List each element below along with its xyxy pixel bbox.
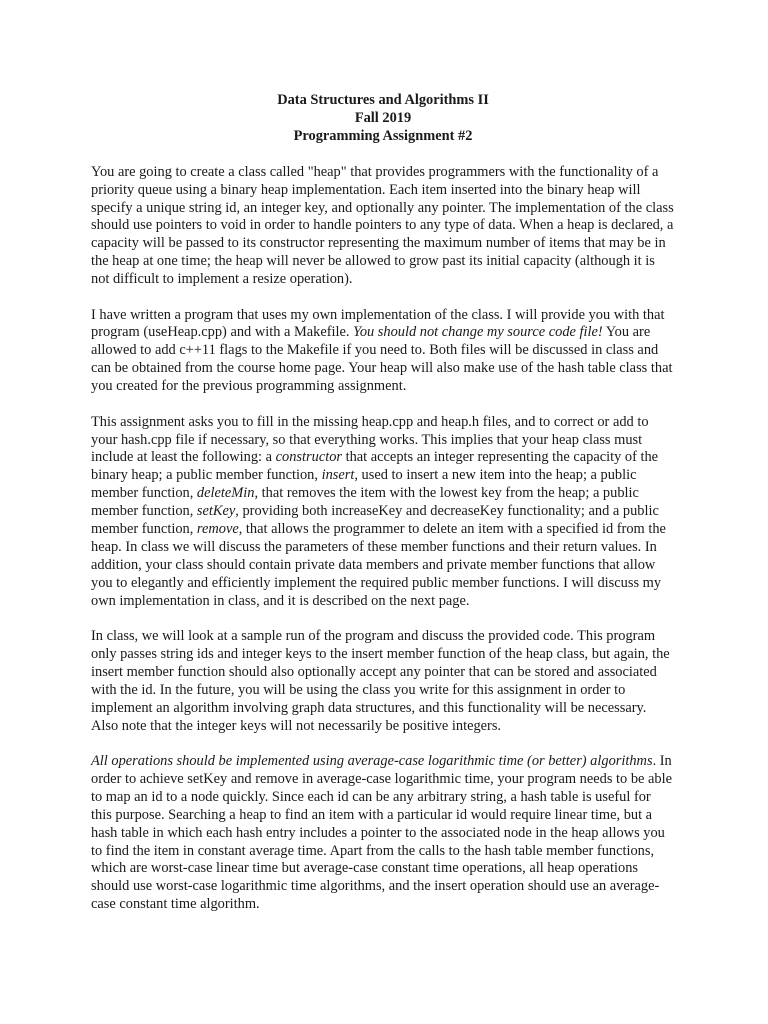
paragraph-intro-text: You are going to create a class called "heap" that provides programmers with the functionality of a priority queue using a binary heap implementation. Each item inserted into the binary heap will specify a unique string id, an integer key, and optionally any pointer. The implementation of the class should use pointers to void in order to handle pointers to any type of data. When a heap is declared, a capacity will be passed to its constructor representing the maximum number of items that may be in the heap at one time; the heap will never be allowed to grow past its initial capacity (although it is not difficult to implement a resize operation).: [91, 163, 674, 288]
document-body: [91, 92, 675, 932]
paragraph-program: [91, 307, 675, 397]
paragraph-program-text-a: I have written a program that uses my own implementation of the class. I will provide you with that program (useHeap.cpp) and with a Makefile.: [91, 306, 665, 341]
complexity-emphasis: All operations should be implemented using average-case logarithmic time (or better) algorithms: [91, 753, 653, 769]
paragraph-program-emphasis: You should not change my source code file!: [353, 324, 603, 341]
document-header: [91, 92, 675, 146]
requirements-text-e: , providing both increaseKey and decreaseKey functionality; and a public member function,: [91, 503, 659, 538]
assignment-title: Programming Assignment #2: [293, 127, 473, 144]
requirements-deletemin: deleteMin: [196, 485, 255, 502]
requirements-remove: remove: [196, 521, 239, 538]
requirements-constructor: constructor: [275, 449, 342, 466]
requirements-setkey: setKey: [196, 503, 236, 520]
requirements-text-f: , that allows the programmer to delete an item with a specified id from the heap. In class we will discuss the parameters of these member functions and their return values. In addition, your class should contain private data members and private member functions that allow you to elegantly and efficiently implement the required public member functions. I will discuss my own implementation in class, and it is described on the next page.: [91, 521, 666, 609]
paragraph-sample-run: [91, 628, 675, 735]
requirements-text-a: This assignment asks you to fill in the missing heap.cpp and heap.h files, and to correct or add to your hash.cpp file if necessary, so that everything works. This implies that your heap class must include at least the following: a: [91, 413, 649, 466]
paragraph-requirements: [91, 414, 675, 611]
paragraph-complexity-text: . In order to achieve setKey and remove in average-case logarithmic time, your program needs to be able to map an id to a node quickly. Since each id can be any arbitrary string, a hash table is useful for this purpose. Searching a heap to find an item with a particular id would require linear time, but a hash table in which each hash entry includes a pointer to the associated node in the heap allows you to find the item in constant average time. Apart from the calls to the hash table member functions, which are worst-case linear time but average-case constant time operations, all heap operations should use worst-case logarithmic time algorithms, and the insert operation should use an average-case constant time algorithm.: [91, 753, 672, 913]
paragraph-sample-run-text: In class, we will look at a sample run of the program and discuss the provided code. This program only passes string ids and integer keys to the insert member function of the heap class, but again, the insert member function should also optionally accept any pointer that can be stored and associated with the id. In the future, you will be using the class you write for this assignment in order to implement an algorithm involving graph data structures, and this functionality will be necessary. Also note that the integer keys will not necessarily be positive integers.: [91, 628, 670, 734]
paragraph-intro: [91, 164, 675, 289]
requirements-text-d: , that removes the item with the lowest key from the heap; a public member function,: [91, 485, 639, 520]
requirements-text-c: , used to insert a new item into the heap; a public member function,: [91, 467, 637, 502]
paragraph-program-text-b: You are allowed to add c++11 flags to the Makefile if you need to. Both files will be discussed in class and can be obtained from the course home page. Your heap will also make use of the hash table class that you created for the previous programming assignment.: [91, 324, 673, 395]
term-label: Fall 2019: [354, 109, 412, 126]
requirements-text-b: that accepts an integer representing the capacity of the binary heap; a public member function,: [91, 449, 659, 484]
course-title: Data Structures and Algorithms II: [277, 92, 489, 108]
paragraph-complexity: [91, 753, 675, 914]
requirements-insert: insert: [321, 467, 355, 484]
